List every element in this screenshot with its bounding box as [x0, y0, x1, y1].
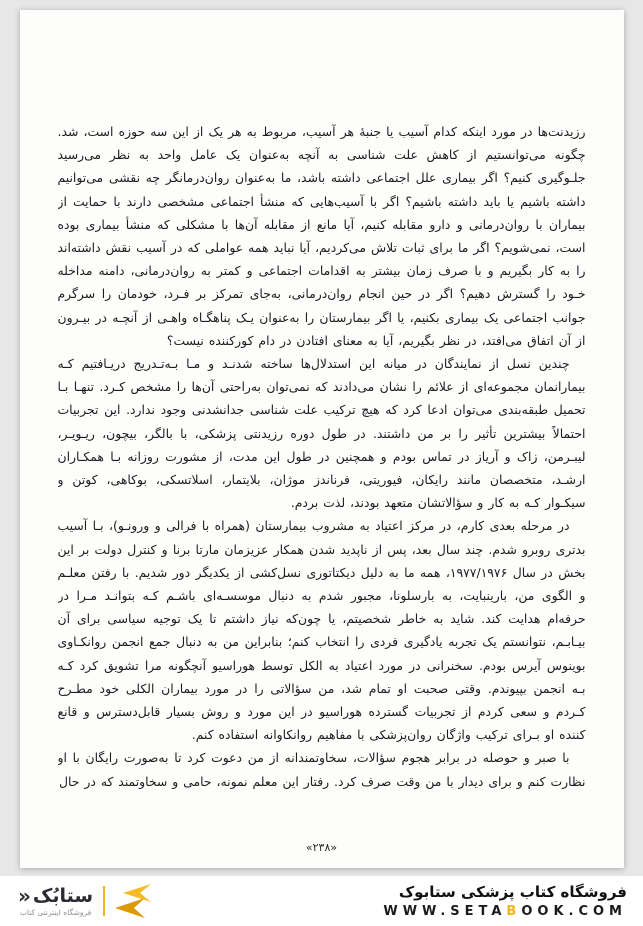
paragraph: در مرحله بعدی کارم، در مرکز اعتیاد به مشروب بیمارستان (همراه با فرالی و ورونـو)، بـا آسیب بدتری روبرو شدم. چند سال بعد، پس از ناپدید شدن همکار عزیزمان مارتا برنا و کنترل دولت بر این بخش در سال ۱۹۷۷/۱۹۷۶، همه ما به دلیل دیکتاتوری نسل‌کشی از یکدیگر دور شدیم. با رفتن معلـم و الگوی من، بارینبایت، به بارسلونا، مجبور شدم به دنبال موسسـه‌ای باشـم کـه بتوانـد مـرا در حرفه‌ام هدایت کند. شاید به خاطر شخصیتم، یا چون‌که نیاز داشتم تا یک توجیه سیاسی برای آن بیـابـم، نتوانستم یک تجربه یادگیری فردی را انتخاب کنم؛ بنابراین من به دنبال جمع انجمن روانکـاوی بوینوس آیرس بودم. سخنرانی در مورد اعتیاد به الکل توسط هوراسیو آنچگونه مرا تشویق کرد کـه بـه انجمن بپیوندم. وقتی صحبت او تمام شد، من سؤالاتی را در مورد بیماران الکلی خود مطـرح کـردم و سعی کردم از تجربیات گسترده هوراسیو در این مورد و روش بسیار قابل‌دسترس و قانع کننده او بـرای ترکیب واژگان روان‌پزشکی با مفاهیم روانکاوانه استفاده کنم. — [57, 518, 586, 743]
body-text — [58, 120, 586, 810]
paragraph: چندین نسل از نمایندگان در میانه این استدلال‌ها ساخته شدنـد و مـا بـه‌تـدریج دریـافتیم کـه بیمارانمان مجموعه‌ای از علائم را نشان می‌دادند که نمی‌توان به‌راحتی آن‌ها را مشخص کـرد. تنهـا بـا تحمیل طبقه‌بندی می‌توان ادعا کرد که هیچ ترکیب علت شناسی جدانشدنی وجود ندارد. این تجربیات احتمالاً بیشترین تأثیر را بر من داشتند. در طول دوره رزیدنتی پزشکی، با بالگر، بیچون، ریـویـر، لیبـرمن، زاک و آریاز در تماس بودم و همچنین در طول این مدت، از مشورت روزانه بـا همکـاران ارشـد، متخصصان مانند رایکان، فیوریتی، فرناندز موژان، بلایتمار، اسلاتسکی، بوکاهی، کوتن و سیکـوار کـه به کار و سؤالاتشان متعهد بودند، لذت بردم. — [57, 356, 586, 511]
footer-bar — [0, 876, 643, 926]
page-number: «۲۳۸» — [305, 841, 338, 854]
book-page — [20, 10, 624, 868]
logo-wordmark — [18, 883, 94, 908]
footer-brand-block — [383, 883, 627, 919]
chevron-icon: « — [18, 883, 31, 908]
url-accent: B — [506, 904, 522, 919]
paragraph: با صبر و حوصله در برابر هجوم سؤالات، سخاوتمندانه از من دعوت کرد تا به‌صورت رایگان با او نظارت کنم و برای دیدار با من وقت صرف کرد. رفتار این معلم نمونه، حامی و سخاوتمند که در حال — [57, 750, 586, 789]
logo-wordmark-block — [18, 883, 94, 917]
setabook-logo — [18, 884, 153, 918]
logo-divider — [103, 886, 105, 916]
setabook-emblem-icon — [115, 884, 153, 918]
store-name: فروشگاه کتاب پزشکی ستابوک — [398, 883, 627, 901]
paragraph: رزیدنت‌ها در مورد اینکه کدام آسیب یا جنبهٔ هر آسیب، مربوط به هر یک از این سه حوزه است، شد. چگونه می‌توانستیم از کاهش علت شناسی به آنچه به‌عنوان یک عامل واحد به نظر می‌رسید جلـوگیری کنیم؟ اگر بیماری علل اجتماعی داشته باشد، ما به‌عنوان روان‌درمانگر چه نقشی می‌توانیم داشته باشیم یا باید داشته باشیم؟ اگر با آسیب‌هایی که منشأ اجتماعی مشخصی دارند با حمایت از بیماران با روان‌درمانی و دارو مقابله کنیم، آیا مانع از مقابله آن‌ها با مشکلی که منشأ بیماری بوده است، نمی‌شویم؟ اگر ما برای ثبات تلاش می‌کردیم، آیا نباید همه عواملی که در آسیب نقش داشته‌اند را به کار بگیریم و با صرف زمان بیشتر به اقدامات اجتماعی و کمتر به روان‌درمانی، دامنه مداخله خـود را گسترش دهیم؟ اگر در حین انجام روان‌درمانی، به‌جای تمرکز بر فـرد، خودمان را سرگرم جوانب اجتماعی یک بیماری بکنیم، یا اگر بیمارستان را به‌عنوان یـک پناهگـاه واهـی از آنچـه در بیـرون از آن اتفاق می‌افتد، در نظر بگیریم، آیا به معنای افتادن در دام کورکننده نیست؟ — [57, 124, 586, 348]
url-right: OOK.COM — [521, 904, 627, 919]
logo-wordmark-text: ستابُک — [32, 884, 94, 907]
logo-subtitle: فروشگاه اینترنتی کتاب — [19, 907, 92, 917]
url-left: WWW.SETA — [383, 904, 507, 919]
store-url — [383, 904, 627, 919]
